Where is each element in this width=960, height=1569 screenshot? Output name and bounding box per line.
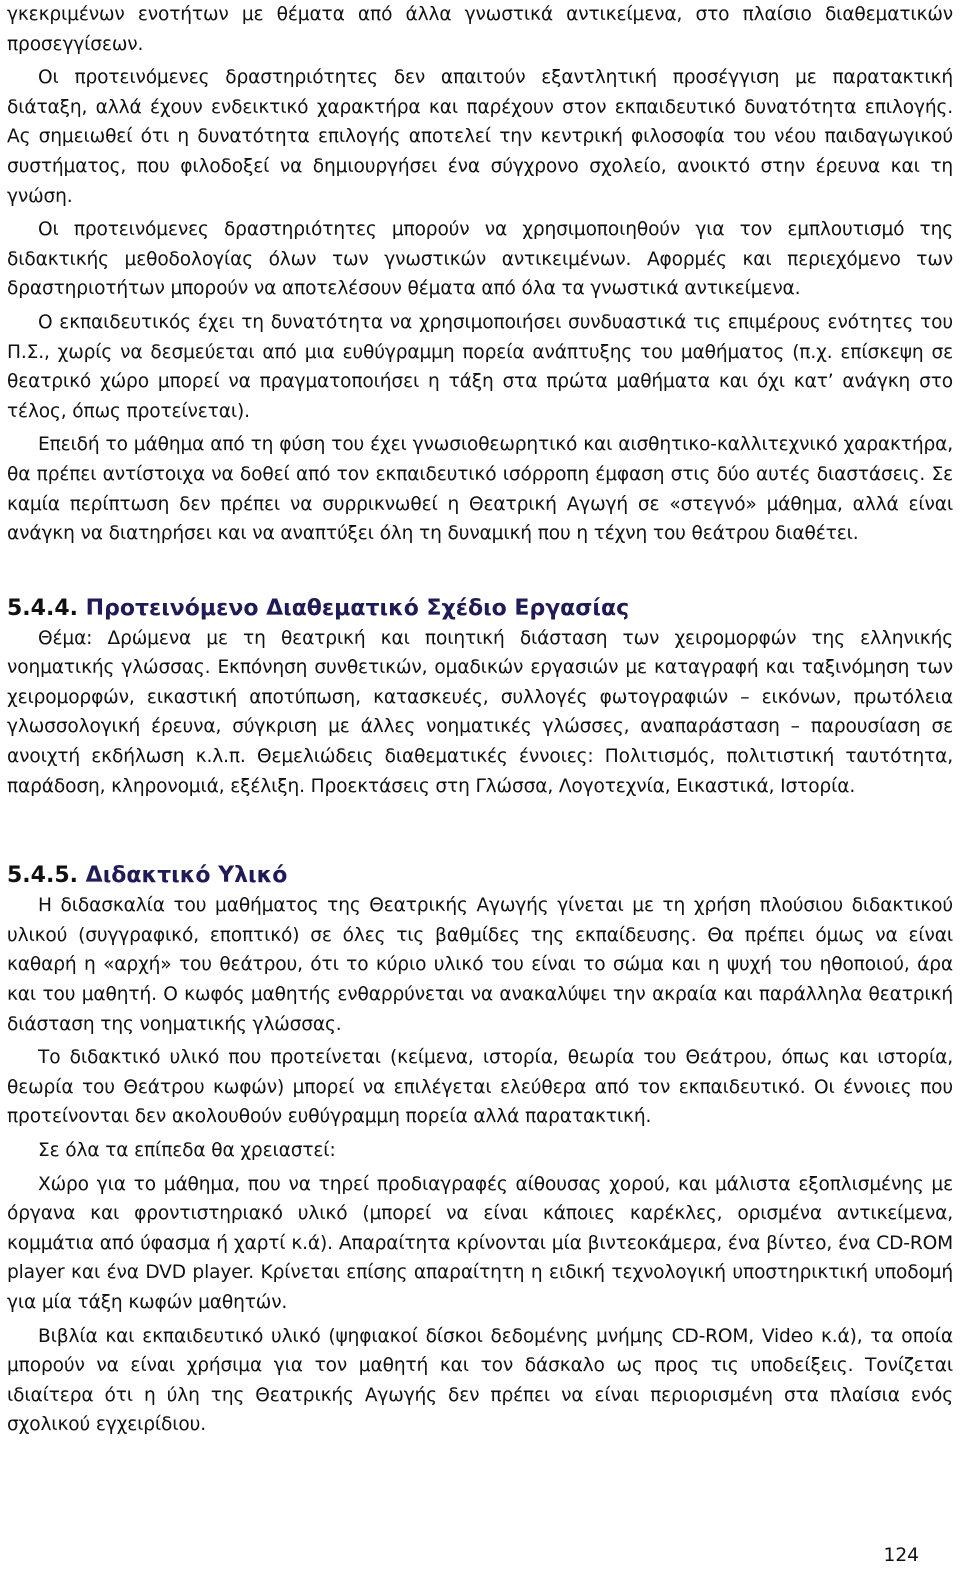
paragraph-books-material: Βιβλία και εκπαιδευτικό υλικό (ψηφιακοί δίσκοι δεδομένης μνήμης CD-ROM, Video κ.ά), τα οποία μπορούν να είναι χρήσιμα για τον μαθητή και τον δάσκαλο ως προς τις υποδείξεις. Τονίζεται ιδιαίτερα ότι η ύλη της Θεατρικής Αγωγής δεν πρέπει να είναι περιορισμένη στα πλαίσια ενός σχολικού εγχειρίδιου. xyxy=(7,1325,953,1436)
section-title: Προτεινόμενο Διαθεματικό Σχέδιο Εργασίας xyxy=(85,595,630,621)
paragraph-proposed-material: Το διδακτικό υλικό που προτείνεται (κείμενα, ιστορία, θεωρία του Θεάτρου, όπως και ιστορία, θεωρία του Θεάτρου κωφών) μπορεί να επιλέγεται ελεύθερα από τον εκπαιδευτικό. Οι έννοιες που προτείνονται δεν ακολουθούν ευθύγραμμη πορεία αλλά παρατακτική. xyxy=(7,1047,953,1128)
paragraph-balance-emphasis: Επειδή το μάθημα από τη φύση του έχει γνωσιοθεωρητικό και αισθητικο-καλλιτεχνικό χαρακτήρα, θα πρέπει αντίστοιχα να δοθεί από τον εκπαιδευτικό ισόρροπη έμφαση στις δύο αυτές διαστάσεις. Σε καμία περίπτωση δεν πρέπει να συρρικνωθεί η Θεατρική Αγωγή σε «στεγνό» μάθημα, αλλά είναι ανάγκη να διατηρήσει και να αναπτύξει όλη τη δυναμική που η τέχνη του θεάτρου διαθέτει. xyxy=(7,434,953,545)
document-page xyxy=(7,0,953,1440)
page-number: 124 xyxy=(883,1545,919,1566)
paragraph-teacher-combination: Ο εκπαιδευτικός έχει τη δυνατότητα να χρησιμοποιήσει συνδυαστικά τις επιμέρους ενότητες του Π.Σ., χωρίς να δεσμεύεται από μια ευθύγραμμη πορεία ανάπτυξης του μαθήματος (π.χ. επίσκεψη σε θεατρικό χώρο μπορεί να πραγματοποιήσει η τάξη στα πρώτα μαθήματα και όχι κατ’ ανάγκη στο τέλος, όπως προτείνεται). xyxy=(7,311,953,422)
paragraph-activities-enrichment: Οι προτεινόμενες δραστηριότητες μπορούν να χρησιμοποιηθούν για τον εμπλουτισμό της διδακτικής μεθοδολογίας όλων των γνωστικών αντικειμένων. Αφορμές και περιεχόμενο των δραστηριοτήτων μπορούν να αποτελέσουν θέματα από όλα τα γνωστικά αντικείμενα. xyxy=(7,219,953,300)
section-heading-545 xyxy=(7,861,953,891)
paragraph-project-theme: Θέμα: Δρώμενα με τη θεατρική και ποιητική διάσταση των χειρομορφών της ελληνικής νοηματικής γλώσσας. Εκπόνηση συνθετικών, ομαδικών εργασιών με καταγραφή και ταξινόμηση των χειρομορφών, εικαστική αποτύπωση, κατασκευές, συλλογές φωτογραφιών – εικόνων, πρωτόλεια γλωσσολογική έρευνα, σύγκριση με άλλες νοηματικές γλώσσες, αναπαράσταση – παρουσίαση σε ανοιχτή εκδήλωση κ.λ.π. Θεμελιώδεις διαθεματικές έννοιες: Πολιτισμός, πολιτιστική ταυτότητα, παράδοση, κληρονομιά, εξέλιξη. Προεκτάσεις στη Γλώσσα, Λογοτεχνία, Εικαστικά, Ιστορία. xyxy=(7,627,953,797)
paragraph-continuation: γκεκριμένων ενοτήτων με θέματα από άλλα γνωστικά αντικείμενα, στο πλαίσιο διαθεματικών προσεγγίσεων. xyxy=(7,4,953,55)
section-heading-544 xyxy=(7,594,953,624)
paragraph-all-levels: Σε όλα τα επίπεδα θα χρειαστεί: xyxy=(38,1140,336,1161)
section-number: 5.4.4. xyxy=(7,595,78,621)
section-number: 5.4.5. xyxy=(7,863,78,889)
paragraph-activities-selection: Οι προτεινόμενες δραστηριότητες δεν απαιτούν εξαντλητική προσέγγιση με παρατακτική διάταξη, αλλά έχουν ενδεικτικό χαρακτήρα και παρέχουν στον εκπαιδευτικό δυνατότητα επιλογής. Ας σημειωθεί ότι η δυνατότητα επιλογής αποτελεί την κεντρική φιλοσοφία του νέου παιδαγωγικού συστήματος, που φιλοδοξεί να δημιουργήσει ένα σύγχρονο σχολείο, ανοικτό στην έρευνα και τη γνώση. xyxy=(7,67,953,207)
section-title: Διδακτικό Υλικό xyxy=(85,863,288,889)
paragraph-space-equipment: Χώρο για το μάθημα, που να τηρεί προδιαγραφές αίθουσας χορού, και μάλιστα εξοπλισμένης με όργανα και φροντιστηριακό υλικό (μπορεί να είναι κάποιες καρέκλες, ορισμένα αντικείμενα, κομμάτια από ύφασμα ή χαρτί κ.ά). Απαραίτητα κρίνονται μία βιντεοκάμερα, ένα βίντεο, ένα CD-ROM player και ένα DVD player. Κρίνεται επίσης απαραίτητη η ειδική τεχνολογική υποστηρικτική υποδομή για μία τάξη κωφών μαθητών. xyxy=(7,1173,953,1313)
paragraph-teaching-material: Η διδασκαλία του μαθήματος της Θεατρικής Αγωγής γίνεται με τη χρήση πλούσιου διδακτικού υλικού (συγγραφικό, εποπτικό) σε όλες τις βαθμίδες της εκπαίδευσης. Θα πρέπει όμως να είναι καθαρή η «αρχή» του θεάτρου, ότι το κύριο υλικό του είναι το σώμα και η ψυχή του ηθοποιού, άρα και του μαθητή. Ο κωφός μαθητής ενθαρρύνεται να ανακαλύψει την ακραία και παράλληλα θεατρική διάσταση της νοηματικής γλώσσας. xyxy=(7,895,953,1035)
